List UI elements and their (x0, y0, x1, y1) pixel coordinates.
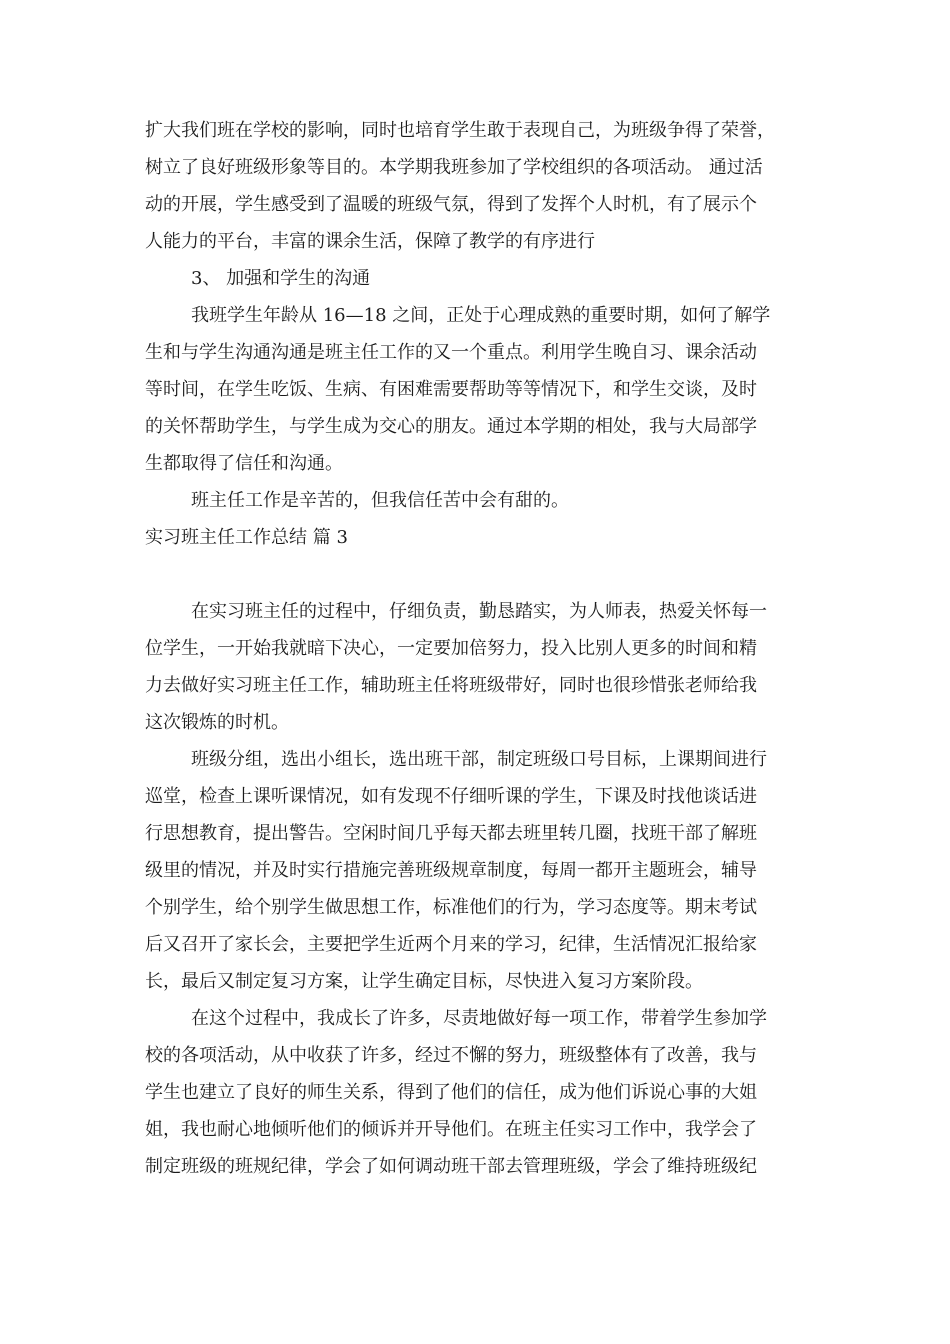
paragraph-internship-attitude (145, 593, 809, 741)
text-line: 在实习班主任的过程中，仔细负责，勤恳踏实，为人师表，热爱关怀每一 (191, 601, 767, 622)
text-line: 位学生，一开始我就暗下决心，一定要加倍努力，投入比别人更多的时间和精 (145, 638, 757, 659)
text-line: 长，最后又制定复习方案，让学生确定目标，尽快进入复习方案阶段。 (145, 971, 703, 992)
text-line: 在这个过程中，我成长了许多，尽责地做好每一项工作，带着学生参加学 (191, 1008, 767, 1029)
text-line: 生都取得了信任和沟通。 (145, 453, 343, 474)
text-line: 力去做好实习班主任工作，辅助班主任将班级带好，同时也很珍惜张老师给我 (145, 675, 757, 696)
text-line: 校的各项活动，从中收获了许多，经过不懈的努力，班级整体有了改善，我与 (145, 1045, 757, 1066)
paragraph-activities (145, 112, 809, 260)
text-line: 班主任工作是辛苦的，但我信任苦中会有甜的。 (191, 490, 569, 511)
paragraph-communication (145, 297, 809, 482)
paragraph-growth (145, 1000, 809, 1185)
text-line: 的关怀帮助学生，与学生成为交心的朋友。通过本学期的相处，我与大局部学 (145, 416, 757, 437)
document-page (145, 112, 809, 1185)
text-line: 等时间，在学生吃饭、生病、有困难需要帮助等等情况下，和学生交谈，及时 (145, 379, 757, 400)
text-line: 后又召开了家长会，主要把学生近两个月来的学习，纪律，生活情况汇报给家 (145, 934, 757, 955)
text-line: 人能力的平台，丰富的课余生活，保障了教学的有序进行 (145, 231, 595, 252)
blank-line (145, 556, 809, 593)
text-line: 扩大我们班在学校的影响，同时也培育学生敢于表现自己，为班级争得了荣誉， (145, 120, 775, 141)
text-line: 个别学生，给个别学生做思想工作，标准他们的行为，学习态度等。期末考试 (145, 897, 757, 918)
subheading-communication (145, 260, 809, 297)
text-line: 生和与学生沟通沟通是班主任工作的又一个重点。利用学生晚自习、课余活动 (145, 342, 757, 363)
paragraph-class-management (145, 741, 809, 1000)
text-line: 行思想教育，提出警告。空闲时间几乎每天都去班里转几圈，找班干部了解班 (145, 823, 757, 844)
text-line: 姐，我也耐心地倾听他们的倾诉并开导他们。在班主任实习工作中，我学会了 (145, 1119, 757, 1140)
section-title: 实习班主任工作总结 篇 3 (145, 527, 348, 548)
paragraph-closing (145, 482, 809, 519)
text-line: 级里的情况，并及时实行措施完善班级规章制度，每周一都开主题班会，辅导 (145, 860, 757, 881)
text-line: 我班学生年龄从 16—18 之间，正处于心理成熟的重要时期，如何了解学 (191, 305, 771, 326)
text-line: 动的开展，学生感受到了温暖的班级气氛，得到了发挥个人时机，有了展示个 (145, 194, 757, 215)
text-line: 巡堂，检查上课听课情况，如有发现不仔细听课的学生，下课及时找他谈话进 (145, 786, 757, 807)
text-line: 班级分组，选出小组长，选出班干部，制定班级口号目标，上课期间进行 (191, 749, 767, 770)
text-line: 这次锻炼的时机。 (145, 712, 289, 733)
subheading-text: 3、 加强和学生的沟通 (191, 268, 371, 289)
text-line: 学生也建立了良好的师生关系，得到了他们的信任，成为他们诉说心事的大姐 (145, 1082, 757, 1103)
text-line: 制定班级的班规纪律，学会了如何调动班干部去管理班级，学会了维持班级纪 (145, 1156, 757, 1177)
text-line: 树立了良好班级形象等目的。本学期我班参加了学校组织的各项活动。 通过活 (145, 157, 763, 178)
